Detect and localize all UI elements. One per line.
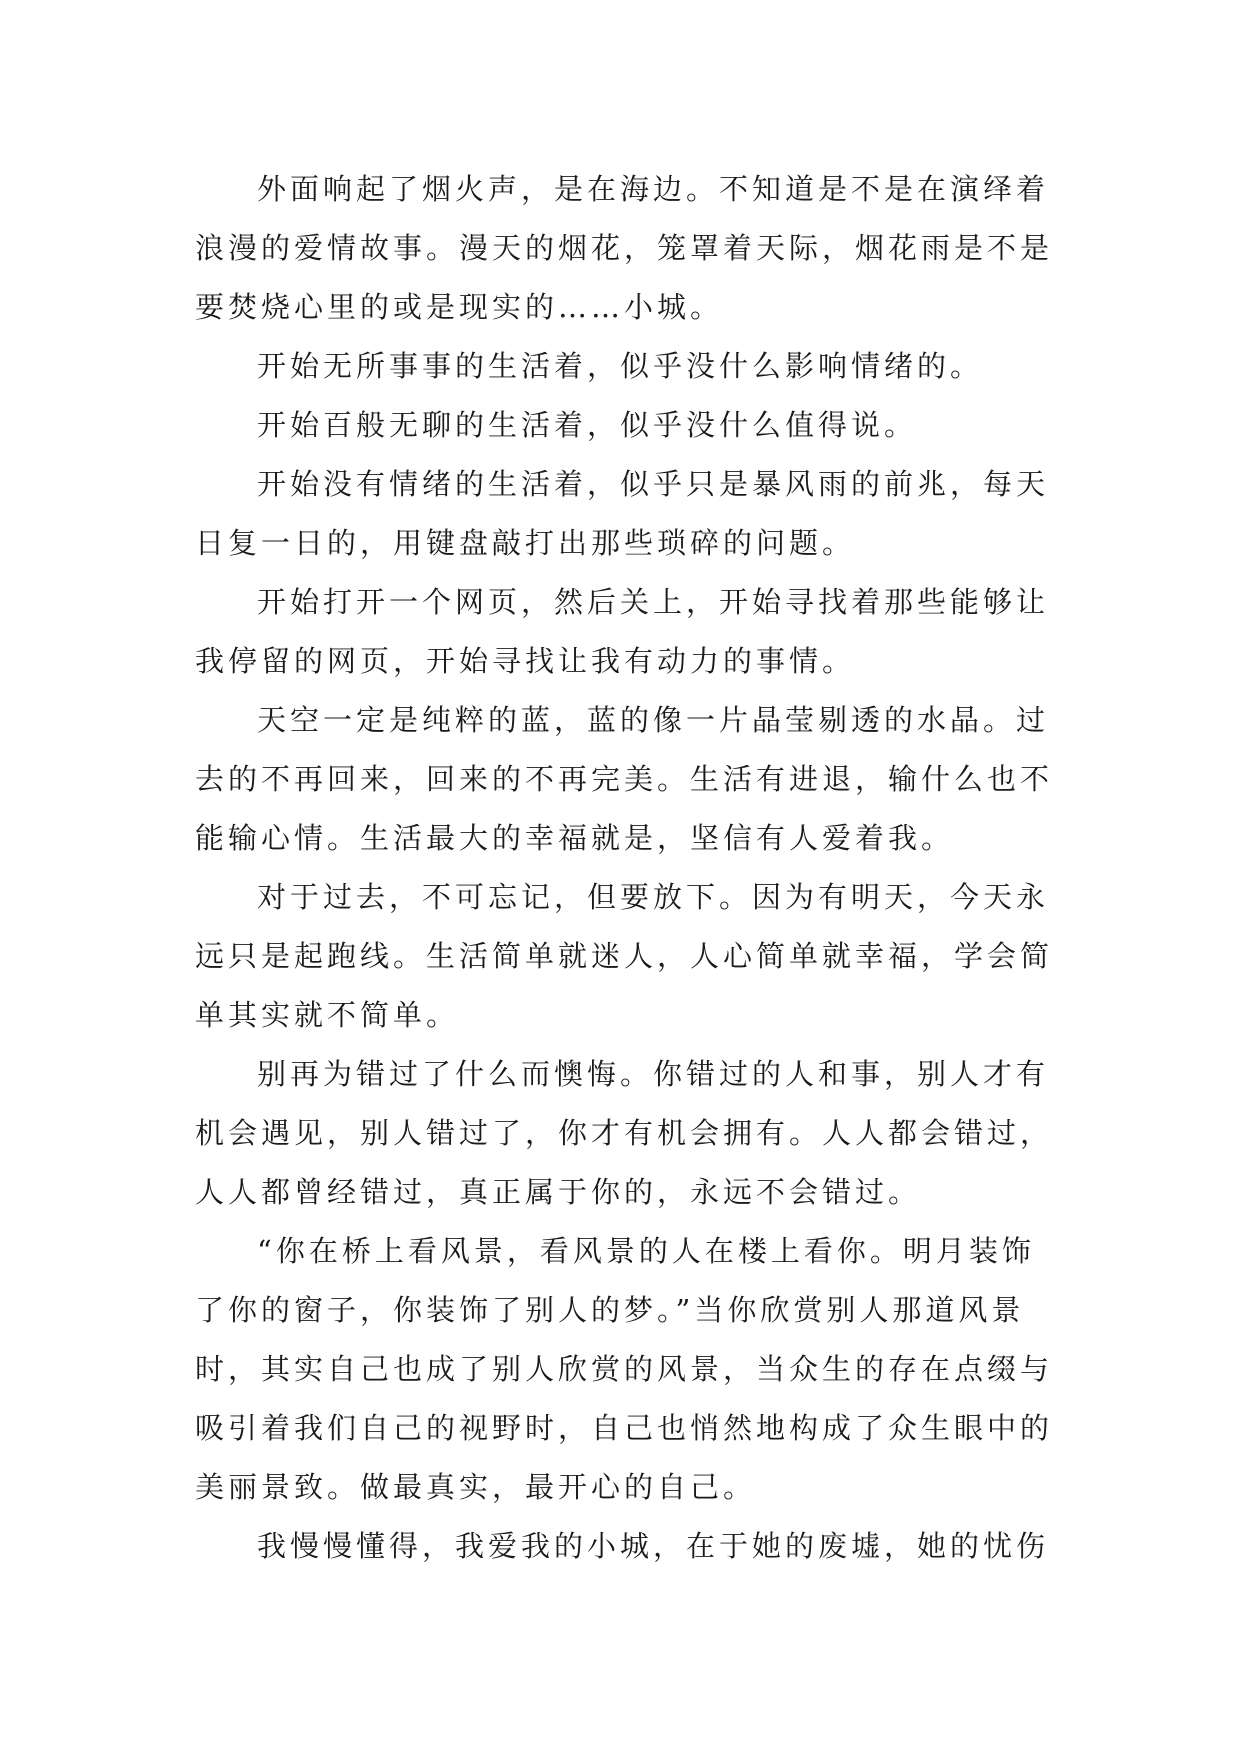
text-line: 机会遇见，别人错过了，你才有机会拥有。人人都会错过，	[195, 1116, 1054, 1150]
body-text	[195, 160, 1095, 1576]
text-line: 远只是起跑线。生活简单就迷人，人心简单就幸福，学会简	[195, 939, 1054, 973]
text-line: 天空一定是纯粹的蓝，蓝的像一片晶莹剔透的水晶。过	[257, 703, 1050, 737]
text-line: 开始打开一个网页，然后关上，开始寻找着那些能够让	[257, 585, 1050, 619]
text-line: 我停留的网页，开始寻找让我有动力的事情。	[195, 644, 856, 678]
text-line: 时，其实自己也成了别人欣赏的风景，当众生的存在点缀与	[195, 1352, 1054, 1386]
text-line: 外面响起了烟火声，是在海边。不知道是不是在演绎着	[257, 172, 1050, 206]
text-line: 开始无所事事的生活着，似乎没什么影响情绪的。	[257, 349, 984, 383]
text-line: 单其实就不简单。	[195, 998, 460, 1032]
text-line: 能输心情。生活最大的幸福就是，坚信有人爱着我。	[195, 821, 955, 855]
text-line: 美丽景致。做最真实，最开心的自己。	[195, 1470, 757, 1504]
text-line: 日复一日的，用键盘敲打出那些琐碎的问题。	[195, 526, 856, 560]
text-line: 了你的窗子，你装饰了别人的梦。”当你欣赏别人那道风景	[195, 1293, 1025, 1327]
text-line: 开始百般无聊的生活着，似乎没什么值得说。	[257, 408, 918, 442]
text-line: 人人都曾经错过，真正属于你的，永远不会错过。	[195, 1175, 922, 1209]
text-line: “你在桥上看风景，看风景的人在楼上看你。明月装饰	[257, 1234, 1035, 1268]
text-line: 要焚烧心里的或是现实的……小城。	[195, 290, 724, 324]
text-line: 吸引着我们自己的视野时，自己也悄然地构成了众生眼中的	[195, 1411, 1054, 1445]
text-line: 开始没有情绪的生活着，似乎只是暴风雨的前兆，每天	[257, 467, 1050, 501]
text-line: 我慢慢懂得，我爱我的小城，在于她的废墟，她的忧伤	[257, 1529, 1050, 1563]
text-line: 去的不再回来，回来的不再完美。生活有进退，输什么也不	[195, 762, 1054, 796]
text-line: 对于过去，不可忘记，但要放下。因为有明天，今天永	[257, 880, 1050, 914]
text-line: 别再为错过了什么而懊悔。你错过的人和事，别人才有	[257, 1057, 1050, 1091]
text-line: 浪漫的爱情故事。漫天的烟花，笼罩着天际，烟花雨是不是	[195, 231, 1054, 265]
